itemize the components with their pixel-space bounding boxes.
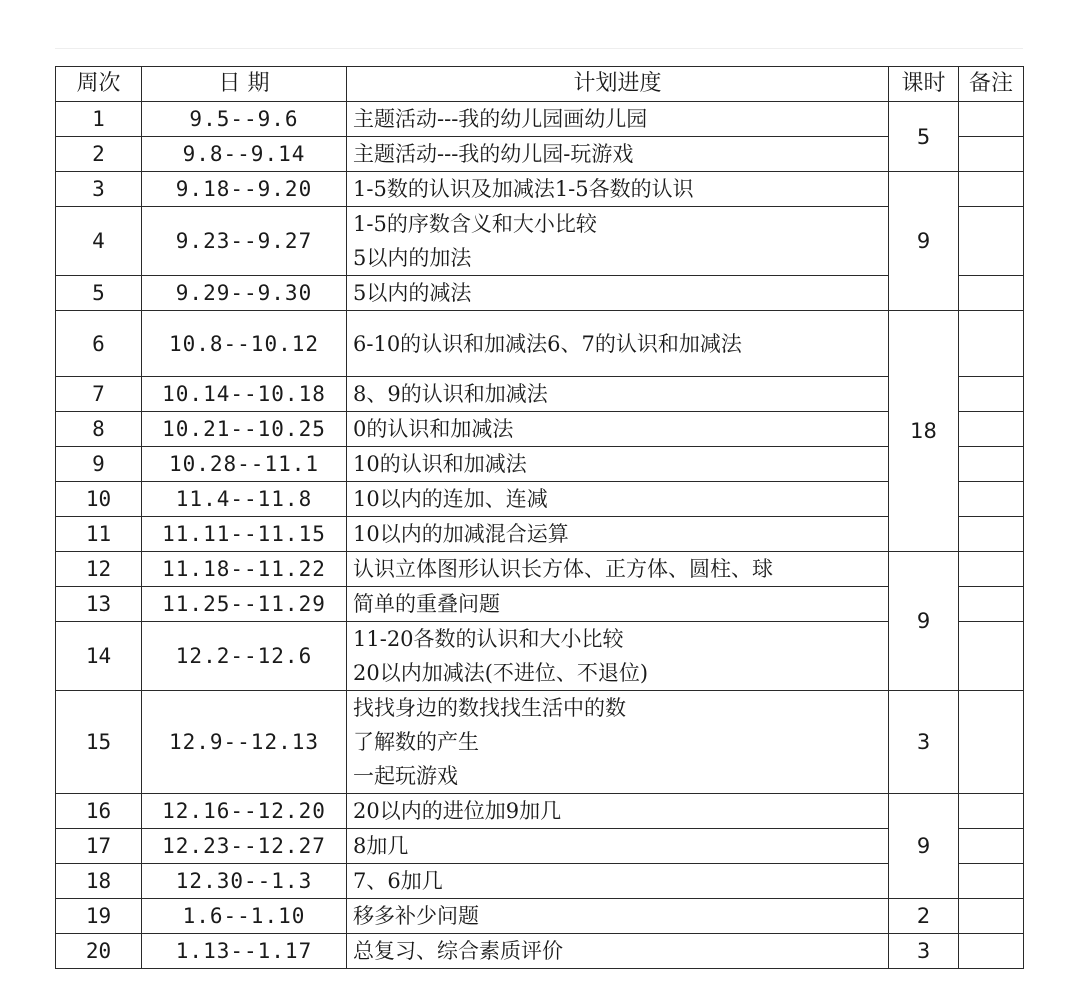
date-cell: 9.23--9.27 xyxy=(142,207,347,276)
note-cell xyxy=(959,102,1024,137)
date-cell: 11.4--11.8 xyxy=(142,482,347,517)
plan-line: 总复习、综合素质评价 xyxy=(353,939,563,963)
note-cell xyxy=(959,137,1024,172)
hours-cell: 5 xyxy=(889,102,959,172)
date-cell: 9.29--9.30 xyxy=(142,276,347,311)
week-cell: 20 xyxy=(56,934,142,969)
plan-line: 主题活动---我的幼儿园-玩游戏 xyxy=(353,142,634,166)
plan-cell xyxy=(347,691,889,794)
week-cell: 19 xyxy=(56,899,142,934)
note-cell xyxy=(959,622,1024,691)
header-hours: 课时 xyxy=(889,67,959,102)
table-row xyxy=(56,864,1024,899)
note-cell xyxy=(959,207,1024,276)
plan-line: 11-20各数的认识和大小比较 xyxy=(353,627,624,651)
plan-line: 1-5数的认识及加减法1-5各数的认识 xyxy=(353,177,694,201)
plan-cell xyxy=(347,447,889,482)
date-cell: 9.8--9.14 xyxy=(142,137,347,172)
plan-cell xyxy=(347,137,889,172)
plan-cell xyxy=(347,207,889,276)
note-cell xyxy=(959,829,1024,864)
header-week: 周次 xyxy=(56,67,142,102)
header-row xyxy=(56,67,1024,102)
week-cell: 8 xyxy=(56,412,142,447)
date-cell: 10.8--10.12 xyxy=(142,311,347,377)
hours-cell: 18 xyxy=(889,311,959,552)
plan-line: 移多补少问题 xyxy=(353,904,479,928)
header-plan: 计划进度 xyxy=(347,67,889,102)
hours-cell: 2 xyxy=(889,899,959,934)
table-row xyxy=(56,447,1024,482)
table-row xyxy=(56,622,1024,691)
plan-cell xyxy=(347,517,889,552)
schedule-table xyxy=(55,66,1024,969)
note-cell xyxy=(959,172,1024,207)
sheet-edge-line xyxy=(55,48,1023,49)
table-row xyxy=(56,311,1024,377)
note-cell xyxy=(959,587,1024,622)
plan-line: 0的认识和加减法 xyxy=(353,417,514,441)
date-cell: 11.25--11.29 xyxy=(142,587,347,622)
plan-cell xyxy=(347,829,889,864)
plan-line: 6-10的认识和加减法6、7的认识和加减法 xyxy=(353,331,742,356)
date-cell: 10.14--10.18 xyxy=(142,377,347,412)
week-cell: 16 xyxy=(56,794,142,829)
plan-cell xyxy=(347,412,889,447)
table-row xyxy=(56,587,1024,622)
plan-cell xyxy=(347,899,889,934)
plan-line: 8、9的认识和加减法 xyxy=(353,382,548,406)
table-row xyxy=(56,276,1024,311)
plan-cell xyxy=(347,102,889,137)
week-cell: 5 xyxy=(56,276,142,311)
note-cell xyxy=(959,412,1024,447)
date-cell: 10.28--11.1 xyxy=(142,447,347,482)
week-cell: 4 xyxy=(56,207,142,276)
note-cell xyxy=(959,311,1024,377)
plan-line: 了解数的产生 xyxy=(353,730,479,754)
plan-cell xyxy=(347,172,889,207)
note-cell xyxy=(959,864,1024,899)
note-cell xyxy=(959,482,1024,517)
table-row xyxy=(56,172,1024,207)
note-cell xyxy=(959,377,1024,412)
date-cell: 12.23--12.27 xyxy=(142,829,347,864)
table-row xyxy=(56,207,1024,276)
plan-cell xyxy=(347,864,889,899)
date-cell: 11.18--11.22 xyxy=(142,552,347,587)
note-cell xyxy=(959,899,1024,934)
hours-cell: 3 xyxy=(889,934,959,969)
week-cell: 17 xyxy=(56,829,142,864)
week-cell: 2 xyxy=(56,137,142,172)
week-cell: 15 xyxy=(56,691,142,794)
plan-line: 一起玩游戏 xyxy=(353,764,458,788)
table-row xyxy=(56,829,1024,864)
week-cell: 6 xyxy=(56,311,142,377)
plan-cell xyxy=(347,794,889,829)
plan-line: 20以内的进位加9加几 xyxy=(353,799,562,823)
week-cell: 9 xyxy=(56,447,142,482)
plan-line: 8加几 xyxy=(353,834,409,858)
plan-cell xyxy=(347,377,889,412)
date-cell: 1.13--1.17 xyxy=(142,934,347,969)
header-note: 备注 xyxy=(959,67,1024,102)
date-cell: 11.11--11.15 xyxy=(142,517,347,552)
week-cell: 12 xyxy=(56,552,142,587)
plan-line: 主题活动---我的幼儿园画幼儿园 xyxy=(353,107,648,131)
note-cell xyxy=(959,794,1024,829)
plan-line: 7、6加几 xyxy=(353,869,443,893)
note-cell xyxy=(959,552,1024,587)
plan-cell xyxy=(347,552,889,587)
table-row xyxy=(56,691,1024,794)
week-cell: 18 xyxy=(56,864,142,899)
week-cell: 11 xyxy=(56,517,142,552)
table-row xyxy=(56,137,1024,172)
table-row xyxy=(56,102,1024,137)
date-cell: 1.6--1.10 xyxy=(142,899,347,934)
date-cell: 12.30--1.3 xyxy=(142,864,347,899)
plan-cell xyxy=(347,622,889,691)
hours-cell: 9 xyxy=(889,552,959,691)
hours-cell: 3 xyxy=(889,691,959,794)
week-cell: 7 xyxy=(56,377,142,412)
date-cell: 12.9--12.13 xyxy=(142,691,347,794)
table-row xyxy=(56,552,1024,587)
plan-line: 找找身边的数找找生活中的数 xyxy=(353,696,626,720)
week-cell: 10 xyxy=(56,482,142,517)
table-row xyxy=(56,482,1024,517)
table-row xyxy=(56,412,1024,447)
note-cell xyxy=(959,517,1024,552)
plan-line: 10的认识和加减法 xyxy=(353,452,527,476)
table-row xyxy=(56,794,1024,829)
plan-cell xyxy=(347,482,889,517)
week-cell: 3 xyxy=(56,172,142,207)
hours-cell: 9 xyxy=(889,794,959,899)
plan-line: 认识立体图形认识长方体、正方体、圆柱、球 xyxy=(353,557,773,581)
date-cell: 9.18--9.20 xyxy=(142,172,347,207)
plan-line: 20以内加减法(不进位、不退位) xyxy=(353,661,649,685)
week-cell: 13 xyxy=(56,587,142,622)
date-cell: 12.2--12.6 xyxy=(142,622,347,691)
week-cell: 1 xyxy=(56,102,142,137)
plan-cell xyxy=(347,311,889,377)
note-cell xyxy=(959,691,1024,794)
plan-line: 5以内的加法 xyxy=(353,246,472,270)
hours-cell: 9 xyxy=(889,172,959,311)
plan-line: 10以内的连加、连减 xyxy=(353,487,548,511)
plan-cell xyxy=(347,276,889,311)
plan-line: 1-5的序数含义和大小比较 xyxy=(353,212,597,236)
table-row xyxy=(56,517,1024,552)
week-cell: 14 xyxy=(56,622,142,691)
date-cell: 9.5--9.6 xyxy=(142,102,347,137)
note-cell xyxy=(959,934,1024,969)
date-cell: 10.21--10.25 xyxy=(142,412,347,447)
header-date: 日 期 xyxy=(142,67,347,102)
table-row xyxy=(56,899,1024,934)
table-row xyxy=(56,934,1024,969)
note-cell xyxy=(959,276,1024,311)
plan-line: 简单的重叠问题 xyxy=(353,592,500,616)
plan-cell xyxy=(347,934,889,969)
table-row xyxy=(56,377,1024,412)
plan-line: 10以内的加减混合运算 xyxy=(353,522,569,546)
table-body xyxy=(56,102,1024,969)
plan-line: 5以内的减法 xyxy=(353,281,472,305)
note-cell xyxy=(959,447,1024,482)
plan-cell xyxy=(347,587,889,622)
date-cell: 12.16--12.20 xyxy=(142,794,347,829)
